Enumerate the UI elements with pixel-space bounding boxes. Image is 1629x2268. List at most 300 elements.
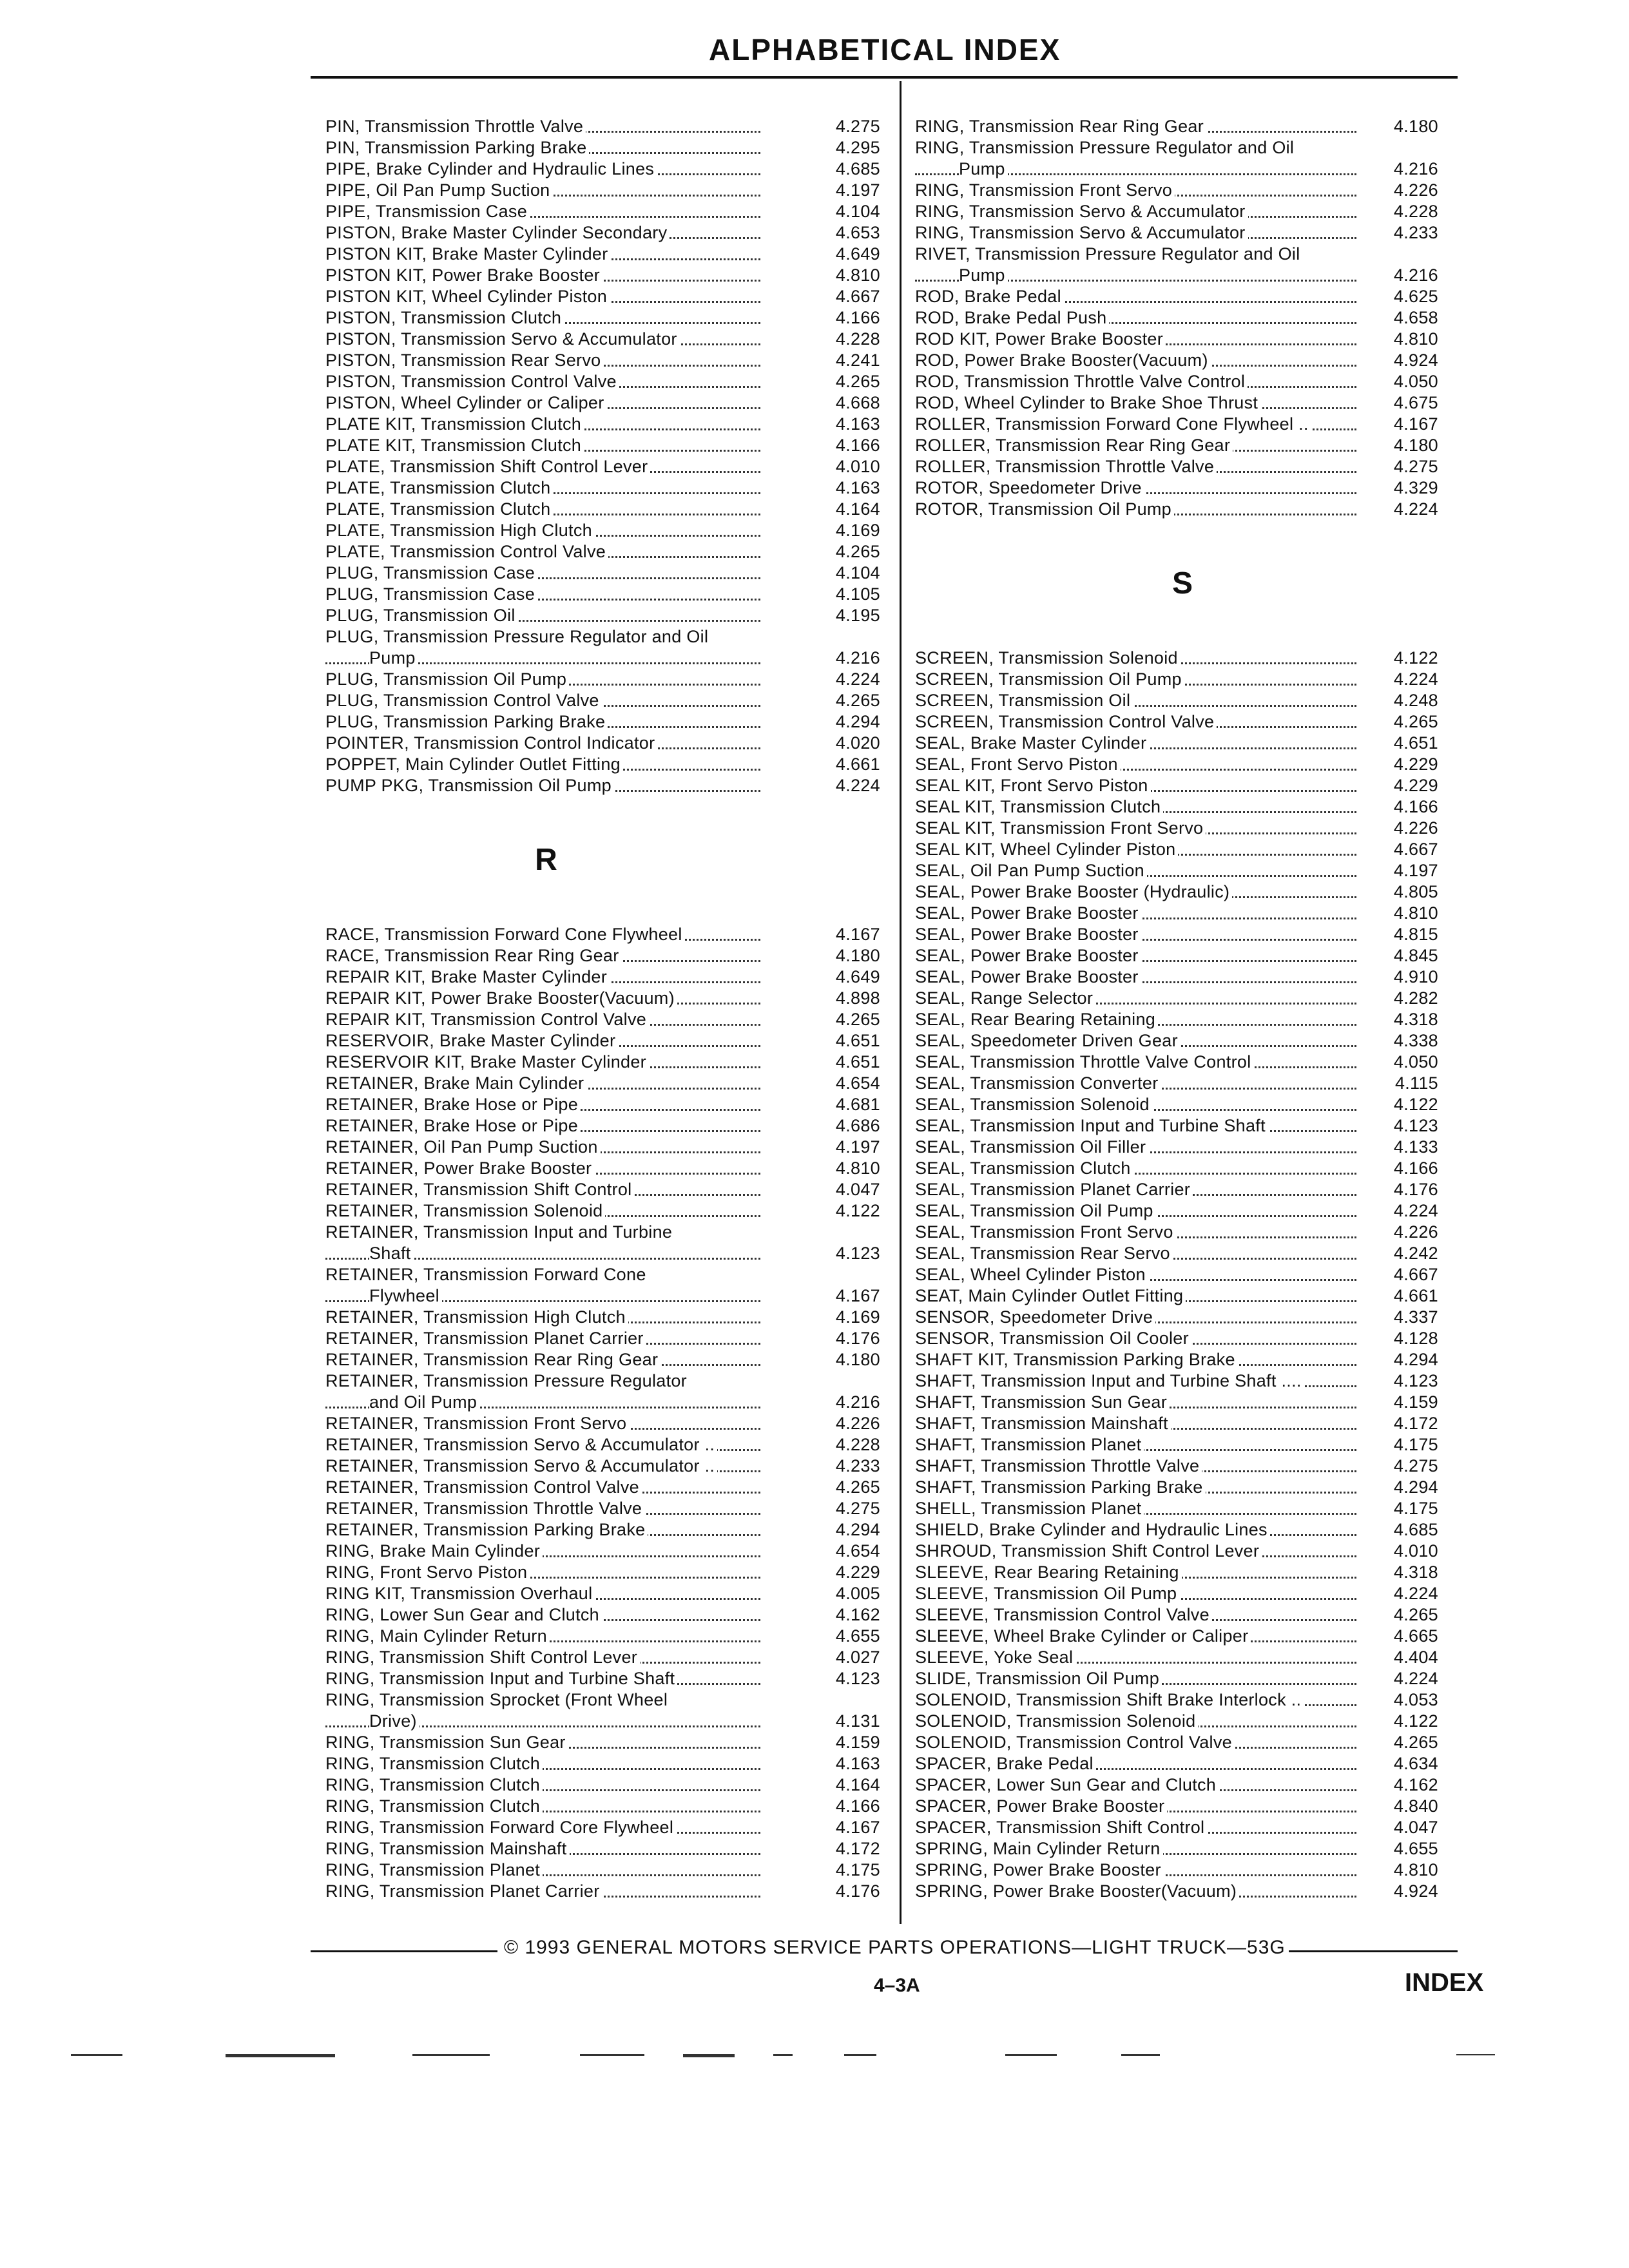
scan-artifact bbox=[683, 2054, 735, 2057]
index-entry bbox=[915, 648, 1443, 669]
entry-text: SEAT, Main Cylinder Outlet Fitting bbox=[915, 1285, 1186, 1307]
footer-rule-right bbox=[1289, 1950, 1458, 1952]
entry-text: SEAL, Transmission Solenoid bbox=[915, 1094, 1152, 1115]
entry-text-continued: Shaft bbox=[369, 1243, 414, 1264]
entry-text: ROD, Transmission Throttle Valve Control bbox=[915, 371, 1248, 392]
index-entry bbox=[325, 605, 883, 626]
scan-artifact bbox=[580, 2054, 644, 2056]
entry-text-continued: Pump bbox=[369, 648, 418, 669]
entry-text: RING, Transmission Sun Gear bbox=[325, 1732, 568, 1753]
entry-text: SEAL, Speedometer Driven Gear bbox=[915, 1030, 1181, 1052]
index-entry bbox=[915, 1349, 1443, 1370]
index-entry bbox=[915, 1030, 1443, 1052]
entry-page-number: 4.166 bbox=[1393, 797, 1438, 816]
entry-text: RETAINER, Brake Hose or Pipe bbox=[325, 1115, 581, 1137]
entry-page-number: 4.180 bbox=[835, 946, 880, 965]
index-entry bbox=[325, 1370, 883, 1413]
scan-artifact bbox=[1005, 2054, 1057, 2056]
index-entry bbox=[915, 1732, 1443, 1753]
entry-text: SENSOR, Transmission Oil Cooler bbox=[915, 1328, 1191, 1349]
entry-page-number: 4.241 bbox=[835, 351, 880, 370]
index-entry bbox=[325, 690, 883, 711]
index-entry bbox=[915, 1753, 1443, 1774]
entry-page-number: 4.167 bbox=[835, 1818, 880, 1837]
entry-page-number: 4.195 bbox=[835, 606, 880, 625]
index-entry bbox=[325, 988, 883, 1009]
index-entry bbox=[325, 754, 883, 775]
scan-artifact bbox=[844, 2054, 876, 2056]
entry-page-number: 4.667 bbox=[1393, 1265, 1438, 1284]
entry-text: SEAL, Power Brake Booster bbox=[915, 903, 1141, 924]
index-entry bbox=[915, 350, 1443, 371]
index-entry bbox=[915, 329, 1443, 350]
entry-text: ROLLER, Transmission Rear Ring Gear bbox=[915, 435, 1233, 456]
entry-text: SHAFT, Transmission Input and Turbine Shaft .... bbox=[915, 1370, 1304, 1392]
index-entry bbox=[915, 371, 1443, 392]
entry-text: PISTON, Transmission Clutch bbox=[325, 307, 564, 329]
entry-text: ROD KIT, Power Brake Booster bbox=[915, 329, 1166, 350]
entry-page-number: 4.318 bbox=[1393, 1010, 1438, 1029]
entry-page-number: 4.122 bbox=[1393, 648, 1438, 668]
entry-page-number: 4.175 bbox=[1393, 1499, 1438, 1518]
index-entry bbox=[915, 1264, 1443, 1285]
index-entry bbox=[325, 966, 883, 988]
entry-page-number: 4.229 bbox=[835, 1562, 880, 1582]
entry-page-number: 4.176 bbox=[835, 1881, 880, 1901]
entry-page-number: 4.229 bbox=[1393, 754, 1438, 774]
index-entry bbox=[325, 1222, 883, 1264]
entry-page-number: 4.685 bbox=[1393, 1520, 1438, 1539]
entry-text: SEAL, Wheel Cylinder Piston bbox=[915, 1264, 1148, 1285]
entry-page-number: 4.265 bbox=[1393, 1605, 1438, 1624]
index-entry bbox=[915, 414, 1443, 435]
entry-text: RING, Transmission Input and Turbine Shaft bbox=[325, 1668, 677, 1689]
index-entry bbox=[915, 244, 1443, 286]
entry-page-number: 4.162 bbox=[1393, 1775, 1438, 1794]
entry-text: PISTON, Brake Master Cylinder Secondary bbox=[325, 222, 670, 244]
entry-text: SPRING, Power Brake Booster(Vacuum) bbox=[915, 1881, 1239, 1902]
entry-page-number: 4.169 bbox=[835, 1307, 880, 1327]
index-entry bbox=[325, 477, 883, 499]
entry-text: SPACER, Power Brake Booster bbox=[915, 1796, 1167, 1817]
entry-page-number: 4.166 bbox=[1393, 1158, 1438, 1178]
entry-page-number: 4.164 bbox=[835, 499, 880, 519]
entry-page-number: 4.810 bbox=[1393, 329, 1438, 349]
entry-page-number: 4.050 bbox=[1393, 1052, 1438, 1072]
entry-text: RING, Main Cylinder Return bbox=[325, 1626, 550, 1647]
entry-text: RESERVOIR, Brake Master Cylinder bbox=[325, 1030, 618, 1052]
entry-text: SLEEVE, Yoke Seal bbox=[915, 1647, 1075, 1668]
entry-text: SEAL KIT, Front Servo Piston bbox=[915, 775, 1151, 796]
index-entry bbox=[325, 1860, 883, 1881]
index-entry bbox=[325, 371, 883, 392]
entry-text: RETAINER, Power Brake Booster bbox=[325, 1158, 594, 1179]
entry-page-number: 4.224 bbox=[1393, 1669, 1438, 1688]
page-number: 4–3A bbox=[874, 1975, 920, 1996]
entry-text: SHAFT, Transmission Parking Brake bbox=[915, 1477, 1206, 1498]
entry-text: RACE, Transmission Rear Ring Gear bbox=[325, 945, 622, 966]
index-entry bbox=[915, 1541, 1443, 1562]
entry-text: RETAINER, Transmission Servo & Accumulator .. bbox=[325, 1434, 717, 1456]
entry-text: RING KIT, Transmission Overhaul bbox=[325, 1583, 595, 1604]
index-entry bbox=[325, 1307, 883, 1328]
index-entry bbox=[325, 1349, 883, 1370]
scan-artifact bbox=[412, 2054, 490, 2056]
entry-text: RING, Transmission Shift Control Lever bbox=[325, 1647, 640, 1668]
entry-text: SCREEN, Transmission Control Valve bbox=[915, 711, 1217, 733]
entry-text: RETAINER, Transmission Forward Cone bbox=[325, 1264, 649, 1285]
index-entry bbox=[915, 1222, 1443, 1243]
entry-page-number: 4.805 bbox=[1393, 882, 1438, 901]
index-entry bbox=[325, 541, 883, 562]
index-entry bbox=[325, 1519, 883, 1541]
index-entry bbox=[915, 669, 1443, 690]
entry-text: PIPE, Brake Cylinder and Hydraulic Lines bbox=[325, 159, 657, 180]
index-entry bbox=[915, 1073, 1443, 1094]
index-entry bbox=[915, 222, 1443, 244]
entry-page-number: 4.167 bbox=[1393, 414, 1438, 434]
entry-page-number: 4.282 bbox=[1393, 988, 1438, 1008]
index-entry bbox=[915, 1774, 1443, 1796]
index-entry bbox=[325, 1562, 883, 1583]
entry-page-number: 4.681 bbox=[835, 1095, 880, 1114]
index-entry bbox=[915, 775, 1443, 796]
index-entry bbox=[915, 924, 1443, 945]
index-entry bbox=[325, 562, 883, 584]
entry-page-number: 4.216 bbox=[835, 648, 880, 668]
index-entry bbox=[915, 435, 1443, 456]
entry-page-number: 4.176 bbox=[1393, 1180, 1438, 1199]
entry-page-number: 4.224 bbox=[1393, 1584, 1438, 1603]
entry-text: SEAL, Front Servo Piston bbox=[915, 754, 1121, 775]
entry-page-number: 4.047 bbox=[1393, 1818, 1438, 1837]
index-entry bbox=[915, 1838, 1443, 1860]
entry-page-number: 4.005 bbox=[835, 1584, 880, 1603]
entry-page-number: 4.661 bbox=[835, 754, 880, 774]
entry-page-number: 4.651 bbox=[835, 1031, 880, 1050]
index-entry bbox=[325, 1753, 883, 1774]
scan-artifact bbox=[71, 2054, 122, 2056]
entry-text: PLUG, Transmission Control Valve bbox=[325, 690, 602, 711]
index-entry bbox=[325, 1030, 883, 1052]
index-entry bbox=[325, 1796, 883, 1817]
index-entry bbox=[325, 1456, 883, 1477]
index-entry bbox=[915, 1647, 1443, 1668]
entry-text: SEAL, Brake Master Cylinder bbox=[915, 733, 1149, 754]
entry-page-number: 4.275 bbox=[1393, 1456, 1438, 1475]
entry-text: SEAL, Transmission Converter bbox=[915, 1073, 1161, 1094]
entry-text: PLATE, Transmission Clutch bbox=[325, 499, 553, 520]
entry-page-number: 4.224 bbox=[835, 776, 880, 795]
index-entry bbox=[325, 1009, 883, 1030]
index-entry bbox=[325, 1668, 883, 1689]
entry-text: RETAINER, Transmission Pressure Regulator bbox=[325, 1370, 689, 1392]
index-entry bbox=[915, 818, 1443, 839]
entry-text: SOLENOID, Transmission Solenoid bbox=[915, 1711, 1198, 1732]
index-entry bbox=[915, 1668, 1443, 1689]
entry-text: SEAL, Power Brake Booster bbox=[915, 945, 1141, 966]
entry-text: PLUG, Transmission Case bbox=[325, 562, 537, 584]
entry-text: RING, Transmission Planet bbox=[325, 1860, 543, 1881]
index-entry bbox=[325, 1817, 883, 1838]
entry-text: SEAL, Transmission Throttle Valve Control bbox=[915, 1052, 1254, 1073]
entry-page-number: 4.226 bbox=[1393, 1222, 1438, 1242]
entry-page-number: 4.224 bbox=[1393, 1201, 1438, 1220]
entry-text: SPACER, Brake Pedal bbox=[915, 1753, 1096, 1774]
entry-text: SLIDE, Transmission Oil Pump bbox=[915, 1668, 1162, 1689]
page-title: ALPHABETICAL INDEX bbox=[709, 33, 1061, 66]
index-entry bbox=[325, 1838, 883, 1860]
index-entry bbox=[915, 1200, 1443, 1222]
entry-page-number: 4.654 bbox=[835, 1073, 880, 1093]
entry-text: ROD, Brake Pedal bbox=[915, 286, 1064, 307]
entry-text: SLEEVE, Wheel Brake Cylinder or Caliper bbox=[915, 1626, 1251, 1647]
index-entry bbox=[915, 1137, 1443, 1158]
entry-text: RESERVOIR KIT, Brake Master Cylinder bbox=[325, 1052, 649, 1073]
index-entry bbox=[325, 1200, 883, 1222]
entry-text: SEAL KIT, Wheel Cylinder Piston bbox=[915, 839, 1178, 860]
entry-text: PISTON KIT, Wheel Cylinder Piston bbox=[325, 286, 610, 307]
entry-text: RETAINER, Transmission Shift Control bbox=[325, 1179, 634, 1200]
entry-page-number: 4.667 bbox=[1393, 840, 1438, 859]
entry-text: SHAFT KIT, Transmission Parking Brake bbox=[915, 1349, 1238, 1370]
index-entry bbox=[915, 1860, 1443, 1881]
entry-page-number: 4.104 bbox=[835, 563, 880, 582]
index-entry bbox=[325, 116, 883, 137]
index-entry bbox=[915, 1796, 1443, 1817]
entry-page-number: 4.248 bbox=[1393, 691, 1438, 710]
entry-page-number: 4.265 bbox=[835, 691, 880, 710]
entry-page-number: 4.027 bbox=[835, 1648, 880, 1667]
entry-text: SLEEVE, Transmission Oil Pump bbox=[915, 1583, 1179, 1604]
index-entry bbox=[915, 1243, 1443, 1264]
entry-page-number: 4.197 bbox=[835, 1137, 880, 1157]
entry-page-number: 4.318 bbox=[1393, 1562, 1438, 1582]
entry-page-number: 4.166 bbox=[835, 308, 880, 327]
entry-text: PLUG, Transmission Case bbox=[325, 584, 537, 605]
entry-page-number: 4.924 bbox=[1393, 1881, 1438, 1901]
entry-text: SHAFT, Transmission Sun Gear bbox=[915, 1392, 1170, 1413]
entry-text: ROLLER, Transmission Throttle Valve bbox=[915, 456, 1217, 477]
entry-page-number: 4.128 bbox=[1393, 1329, 1438, 1348]
entry-text: SHROUD, Transmission Shift Control Lever bbox=[915, 1541, 1262, 1562]
entry-text: ROD, Power Brake Booster(Vacuum) bbox=[915, 350, 1211, 371]
entry-page-number: 4.655 bbox=[835, 1626, 880, 1646]
title-rule bbox=[311, 76, 1458, 79]
index-entry bbox=[325, 733, 883, 754]
entry-text: RETAINER, Brake Hose or Pipe bbox=[325, 1094, 581, 1115]
entry-text: RETAINER, Transmission Planet Carrier bbox=[325, 1328, 646, 1349]
entry-text: RING, Transmission Clutch bbox=[325, 1774, 543, 1796]
entry-text: PLATE, Transmission Shift Control Lever bbox=[325, 456, 650, 477]
entry-page-number: 4.275 bbox=[835, 117, 880, 136]
entry-page-number: 4.810 bbox=[1393, 1860, 1438, 1879]
index-entry bbox=[325, 711, 883, 733]
entry-page-number: 4.668 bbox=[835, 393, 880, 412]
entry-page-number: 4.180 bbox=[1393, 117, 1438, 136]
entry-text: REPAIR KIT, Power Brake Booster(Vacuum) bbox=[325, 988, 677, 1009]
entry-page-number: 4.294 bbox=[835, 712, 880, 731]
entry-text: RETAINER, Brake Main Cylinder bbox=[325, 1073, 586, 1094]
entry-page-number: 4.180 bbox=[835, 1350, 880, 1369]
entry-page-number: 4.655 bbox=[1393, 1839, 1438, 1858]
entry-text: PIPE, Transmission Case bbox=[325, 201, 530, 222]
index-entry bbox=[915, 1179, 1443, 1200]
index-entry bbox=[325, 1732, 883, 1753]
entry-page-number: 4.216 bbox=[1393, 159, 1438, 178]
index-column-left bbox=[325, 116, 883, 1902]
entry-text: SEAL, Transmission Input and Turbine Shaft bbox=[915, 1115, 1268, 1137]
entry-page-number: 4.924 bbox=[1393, 351, 1438, 370]
entry-page-number: 4.010 bbox=[835, 457, 880, 476]
scan-artifact bbox=[773, 2054, 793, 2056]
index-entry bbox=[325, 775, 883, 796]
index-entry bbox=[915, 839, 1443, 860]
entry-page-number: 4.175 bbox=[1393, 1435, 1438, 1454]
entry-text: SOLENOID, Transmission Control Valve bbox=[915, 1732, 1235, 1753]
entry-text: RING, Transmission Clutch bbox=[325, 1796, 543, 1817]
entry-text: PIN, Transmission Throttle Valve bbox=[325, 116, 586, 137]
index-entry bbox=[325, 307, 883, 329]
index-entry bbox=[915, 286, 1443, 307]
entry-text: SEAL, Power Brake Booster bbox=[915, 966, 1141, 988]
entry-text: RACE, Transmission Forward Cone Flywheel bbox=[325, 924, 685, 945]
entry-text: PISTON, Wheel Cylinder or Caliper bbox=[325, 392, 607, 414]
entry-page-number: 4.651 bbox=[835, 1052, 880, 1072]
entry-page-number: 4.175 bbox=[835, 1860, 880, 1879]
entry-page-number: 4.294 bbox=[1393, 1477, 1438, 1497]
entry-page-number: 4.122 bbox=[1393, 1711, 1438, 1731]
entry-text: PLATE KIT, Transmission Clutch bbox=[325, 414, 584, 435]
index-entry bbox=[325, 159, 883, 180]
entry-text: RETAINER, Transmission Parking Brake bbox=[325, 1519, 648, 1541]
index-entry bbox=[325, 265, 883, 286]
index-entry bbox=[325, 626, 883, 669]
index-entry bbox=[915, 1583, 1443, 1604]
index-entry bbox=[915, 1158, 1443, 1179]
index-entry bbox=[915, 1307, 1443, 1328]
index-entry bbox=[325, 945, 883, 966]
entry-page-number: 4.661 bbox=[1393, 1286, 1438, 1305]
entry-text: RING, Transmission Sprocket (Front Wheel bbox=[325, 1689, 670, 1711]
entry-text: SCREEN, Transmission Oil Pump bbox=[915, 669, 1184, 690]
entry-page-number: 4.404 bbox=[1393, 1648, 1438, 1667]
entry-page-number: 4.226 bbox=[1393, 818, 1438, 838]
entry-text: SPACER, Transmission Shift Control bbox=[915, 1817, 1207, 1838]
entry-text: PLATE, Transmission Control Valve bbox=[325, 541, 608, 562]
index-entry bbox=[325, 435, 883, 456]
index-entry bbox=[325, 1477, 883, 1498]
entry-page-number: 4.686 bbox=[835, 1116, 880, 1135]
index-entry bbox=[915, 1052, 1443, 1073]
entry-page-number: 4.224 bbox=[1393, 669, 1438, 689]
entry-page-number: 4.840 bbox=[1393, 1796, 1438, 1816]
entry-page-number: 4.104 bbox=[835, 202, 880, 221]
entry-page-number: 4.815 bbox=[1393, 925, 1438, 944]
entry-text: SCREEN, Transmission Solenoid bbox=[915, 648, 1181, 669]
entry-text: SLEEVE, Rear Bearing Retaining bbox=[915, 1562, 1182, 1583]
entry-text: POPPET, Main Cylinder Outlet Fitting bbox=[325, 754, 623, 775]
entry-page-number: 4.053 bbox=[1393, 1690, 1438, 1709]
entry-page-number: 4.658 bbox=[1393, 308, 1438, 327]
index-entry bbox=[325, 350, 883, 371]
entry-page-number: 4.050 bbox=[1393, 372, 1438, 391]
index-entry bbox=[325, 222, 883, 244]
index-entry bbox=[325, 137, 883, 159]
index-column-right bbox=[915, 116, 1443, 1902]
scan-artifact bbox=[1121, 2054, 1160, 2056]
entry-text: SENSOR, Speedometer Drive bbox=[915, 1307, 1155, 1328]
index-entry bbox=[325, 1689, 883, 1732]
entry-text: RING, Front Servo Piston bbox=[325, 1562, 530, 1583]
entry-text: RIVET, Transmission Pressure Regulator and Oil bbox=[915, 244, 1303, 265]
entry-text: SEAL, Transmission Oil Pump bbox=[915, 1200, 1156, 1222]
entry-page-number: 4.047 bbox=[835, 1180, 880, 1199]
entry-page-number: 4.810 bbox=[1393, 903, 1438, 923]
index-entry bbox=[325, 1413, 883, 1434]
index-entry bbox=[915, 690, 1443, 711]
entry-text: ROTOR, Transmission Oil Pump bbox=[915, 499, 1174, 520]
entry-text: SHIELD, Brake Cylinder and Hydraulic Lines bbox=[915, 1519, 1270, 1541]
entry-page-number: 4.675 bbox=[1393, 393, 1438, 412]
entry-text: SOLENOID, Transmission Shift Brake Interlock .. bbox=[915, 1689, 1304, 1711]
entry-text: PISTON KIT, Brake Master Cylinder bbox=[325, 244, 611, 265]
entry-page-number: 4.162 bbox=[835, 1605, 880, 1624]
entry-text: PUMP PKG, Transmission Oil Pump bbox=[325, 775, 614, 796]
entry-page-number: 4.810 bbox=[835, 1158, 880, 1178]
index-entry bbox=[325, 1881, 883, 1902]
entry-page-number: 4.228 bbox=[835, 1435, 880, 1454]
index-entry bbox=[915, 1519, 1443, 1541]
entry-text: SEAL KIT, Transmission Clutch bbox=[915, 796, 1163, 818]
entry-page-number: 4.845 bbox=[1393, 946, 1438, 965]
entry-text: RETAINER, Transmission Front Servo bbox=[325, 1413, 629, 1434]
entry-page-number: 4.275 bbox=[1393, 457, 1438, 476]
section-name: INDEX bbox=[1405, 1968, 1484, 1997]
entry-text: ROD, Wheel Cylinder to Brake Shoe Thrust bbox=[915, 392, 1260, 414]
entry-page-number: 4.180 bbox=[1393, 436, 1438, 455]
index-entry bbox=[915, 1370, 1443, 1392]
entry-text: SEAL KIT, Transmission Front Servo bbox=[915, 818, 1206, 839]
entry-page-number: 4.163 bbox=[835, 1754, 880, 1773]
entry-page-number: 4.910 bbox=[1393, 967, 1438, 986]
index-entry bbox=[915, 1477, 1443, 1498]
index-entry bbox=[325, 1158, 883, 1179]
entry-text: PISTON, Transmission Rear Servo bbox=[325, 350, 603, 371]
entry-text: SHAFT, Transmission Mainshaft bbox=[915, 1413, 1171, 1434]
entry-text: SHAFT, Transmission Throttle Valve bbox=[915, 1456, 1202, 1477]
entry-page-number: 4.233 bbox=[1393, 223, 1438, 242]
index-entry bbox=[325, 669, 883, 690]
entry-page-number: 4.123 bbox=[835, 1669, 880, 1688]
entry-text: PLATE KIT, Transmission Clutch bbox=[325, 435, 584, 456]
entry-page-number: 4.265 bbox=[835, 1477, 880, 1497]
entry-page-number: 4.169 bbox=[835, 521, 880, 540]
index-entry bbox=[915, 754, 1443, 775]
entry-text: RETAINER, Transmission Throttle Valve bbox=[325, 1498, 644, 1519]
entry-text: SHELL, Transmission Planet bbox=[915, 1498, 1144, 1519]
entry-text: SPRING, Main Cylinder Return bbox=[915, 1838, 1163, 1860]
index-entry bbox=[325, 1541, 883, 1562]
index-entry bbox=[325, 456, 883, 477]
index-entry bbox=[915, 137, 1443, 180]
index-entry bbox=[915, 881, 1443, 903]
entry-page-number: 4.625 bbox=[1393, 287, 1438, 306]
index-entry bbox=[915, 1817, 1443, 1838]
entry-page-number: 4.226 bbox=[835, 1414, 880, 1433]
entry-page-number: 4.649 bbox=[835, 244, 880, 264]
entry-page-number: 4.131 bbox=[835, 1711, 880, 1731]
